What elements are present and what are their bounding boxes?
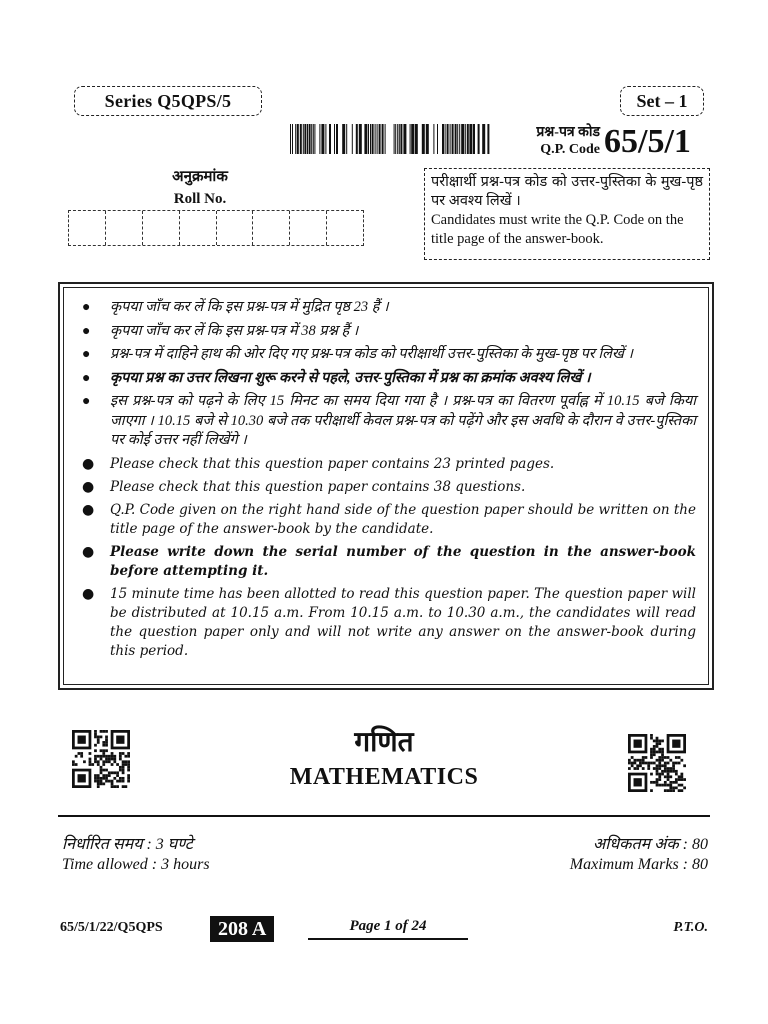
qp-code-label-en: Q.P. Code — [540, 142, 600, 157]
roll-number-label-en: Roll No. — [173, 191, 227, 207]
instructions-inner — [63, 287, 709, 685]
divider — [58, 815, 710, 817]
instruction-item — [76, 369, 696, 389]
instructions-list — [76, 298, 696, 661]
instruction-item — [76, 543, 696, 581]
set-box — [620, 86, 704, 116]
series-box — [74, 86, 262, 116]
subject-title-en: MATHEMATICS — [289, 764, 479, 790]
roll-number-cell[interactable] — [327, 211, 363, 245]
bullet-icon: ● — [82, 300, 91, 315]
instruction-text: कृपया जाँच कर लें कि इस प्रश्न-पत्र में मुद्रित पृष्ठ 23 हैं । — [110, 299, 389, 315]
instruction-text: इस प्रश्न-पत्र को पढ़ने के लिए 15 मिनट का समय दिया गया है । प्रश्न-पत्र का वितरण पूर्वाह्न में 10.15 बजे किया जाएगा । 10.15 बजे से 10.30 बजे तक परीक्षार्थी केवल प्रश्न-पत्र को पढ़ेंगे और इस अवधि के दौरान वे उत्तर-पुस्तिका पर कोई उत्तर नहीं लिखेंगे । — [110, 393, 696, 448]
roll-number-cell[interactable] — [180, 211, 217, 245]
barcode-icon — [290, 124, 490, 154]
footer-pto: P.T.O. — [673, 920, 708, 935]
instruction-item — [76, 501, 696, 539]
max-marks-hi: अधिकतम अंक : 80 — [592, 836, 708, 853]
roll-number-cell[interactable] — [253, 211, 290, 245]
set-label: Set – 1 — [636, 90, 688, 111]
bullet-icon: ● — [82, 370, 91, 386]
instruction-text: 15 minute time has been allotted to read this question paper. The question paper will be distributed at 10.15 a.m. From 10.15 a.m. to 10.30 a.m., the candidates will read the question paper only and will not write any answer on the answer-book during this period. — [110, 585, 696, 659]
roll-number-label-hi: अनुक्रमांक — [172, 169, 228, 185]
roll-number-label — [130, 166, 270, 210]
bullet-icon: ● — [82, 478, 95, 495]
instruction-text: Q.P. Code given on the right hand side of the question paper should be written on the title page of the answer-book by the candidate. — [110, 501, 696, 537]
subject-title-hi: गणित — [354, 725, 414, 758]
qp-code-label — [500, 124, 600, 158]
bullet-icon: ● — [82, 501, 95, 518]
qp-code-label-hi: प्रश्न-पत्र कोड — [536, 125, 600, 140]
footer-badge: 208 A — [210, 916, 274, 942]
roll-number-cell[interactable] — [69, 211, 106, 245]
instruction-text: Please write down the serial number of the question in the answer-book before attempting it. — [110, 543, 696, 579]
instruction-text: Please check that this question paper contains 38 questions. — [110, 478, 526, 495]
qp-code-notice — [424, 168, 710, 260]
notice-en: Candidates must write the Q.P. Code on the title page of the answer-book. — [431, 212, 684, 247]
instruction-item — [76, 345, 696, 365]
time-allowed-en: Time allowed : 3 hours — [62, 856, 210, 873]
roll-number-cell[interactable] — [143, 211, 180, 245]
instruction-item — [76, 392, 696, 451]
instructions-box — [58, 282, 714, 690]
roll-number-cell[interactable] — [106, 211, 143, 245]
footer-paper-code: 65/5/1/22/Q5QPS — [60, 920, 163, 935]
max-marks-en: Maximum Marks : 80 — [569, 856, 708, 873]
qp-code-value: 65/5/1 — [604, 123, 691, 160]
notice-hi: परीक्षार्थी प्रश्न-पत्र कोड को उत्तर-पुस्तिका के मुख-पृष्ठ पर अवश्य लिखें । — [431, 174, 703, 209]
series-label: Series Q5QPS/5 — [104, 90, 232, 111]
instruction-text: कृपया जाँच कर लें कि इस प्रश्न-पत्र में 38 प्रश्न हैं । — [110, 322, 359, 339]
instruction-item — [76, 478, 696, 497]
instruction-item — [76, 298, 696, 318]
bullet-icon: ● — [82, 543, 95, 560]
bullet-icon: ● — [82, 455, 95, 472]
time-allowed-hi: निर्धारित समय : 3 घण्टे — [62, 836, 193, 853]
roll-number-cell[interactable] — [290, 211, 327, 245]
roll-number-boxes[interactable] — [68, 210, 364, 246]
instruction-item — [76, 585, 696, 661]
instruction-text: प्रश्न-पत्र में दाहिने हाथ की ओर दिए गए प्रश्न-पत्र कोड को परीक्षार्थी उत्तर-पुस्तिका के मुख-पृष्ठ पर लिखें । — [110, 346, 633, 362]
bullet-icon: ● — [82, 323, 91, 339]
instruction-text: Please check that this question paper contains 23 printed pages. — [110, 455, 555, 472]
instruction-item — [76, 455, 696, 474]
bullet-icon: ● — [82, 347, 91, 362]
footer-page-number: Page 1 of 24 — [308, 918, 468, 940]
instruction-item — [76, 322, 696, 342]
bullet-icon: ● — [82, 585, 95, 602]
roll-number-cell[interactable] — [217, 211, 254, 245]
instruction-text: कृपया प्रश्न का उत्तर लिखना शुरू करने से पहले, उत्तर-पुस्तिका में प्रश्न का क्रमांक अवश्य लिखें । — [110, 369, 591, 386]
bullet-icon: ● — [82, 394, 91, 409]
